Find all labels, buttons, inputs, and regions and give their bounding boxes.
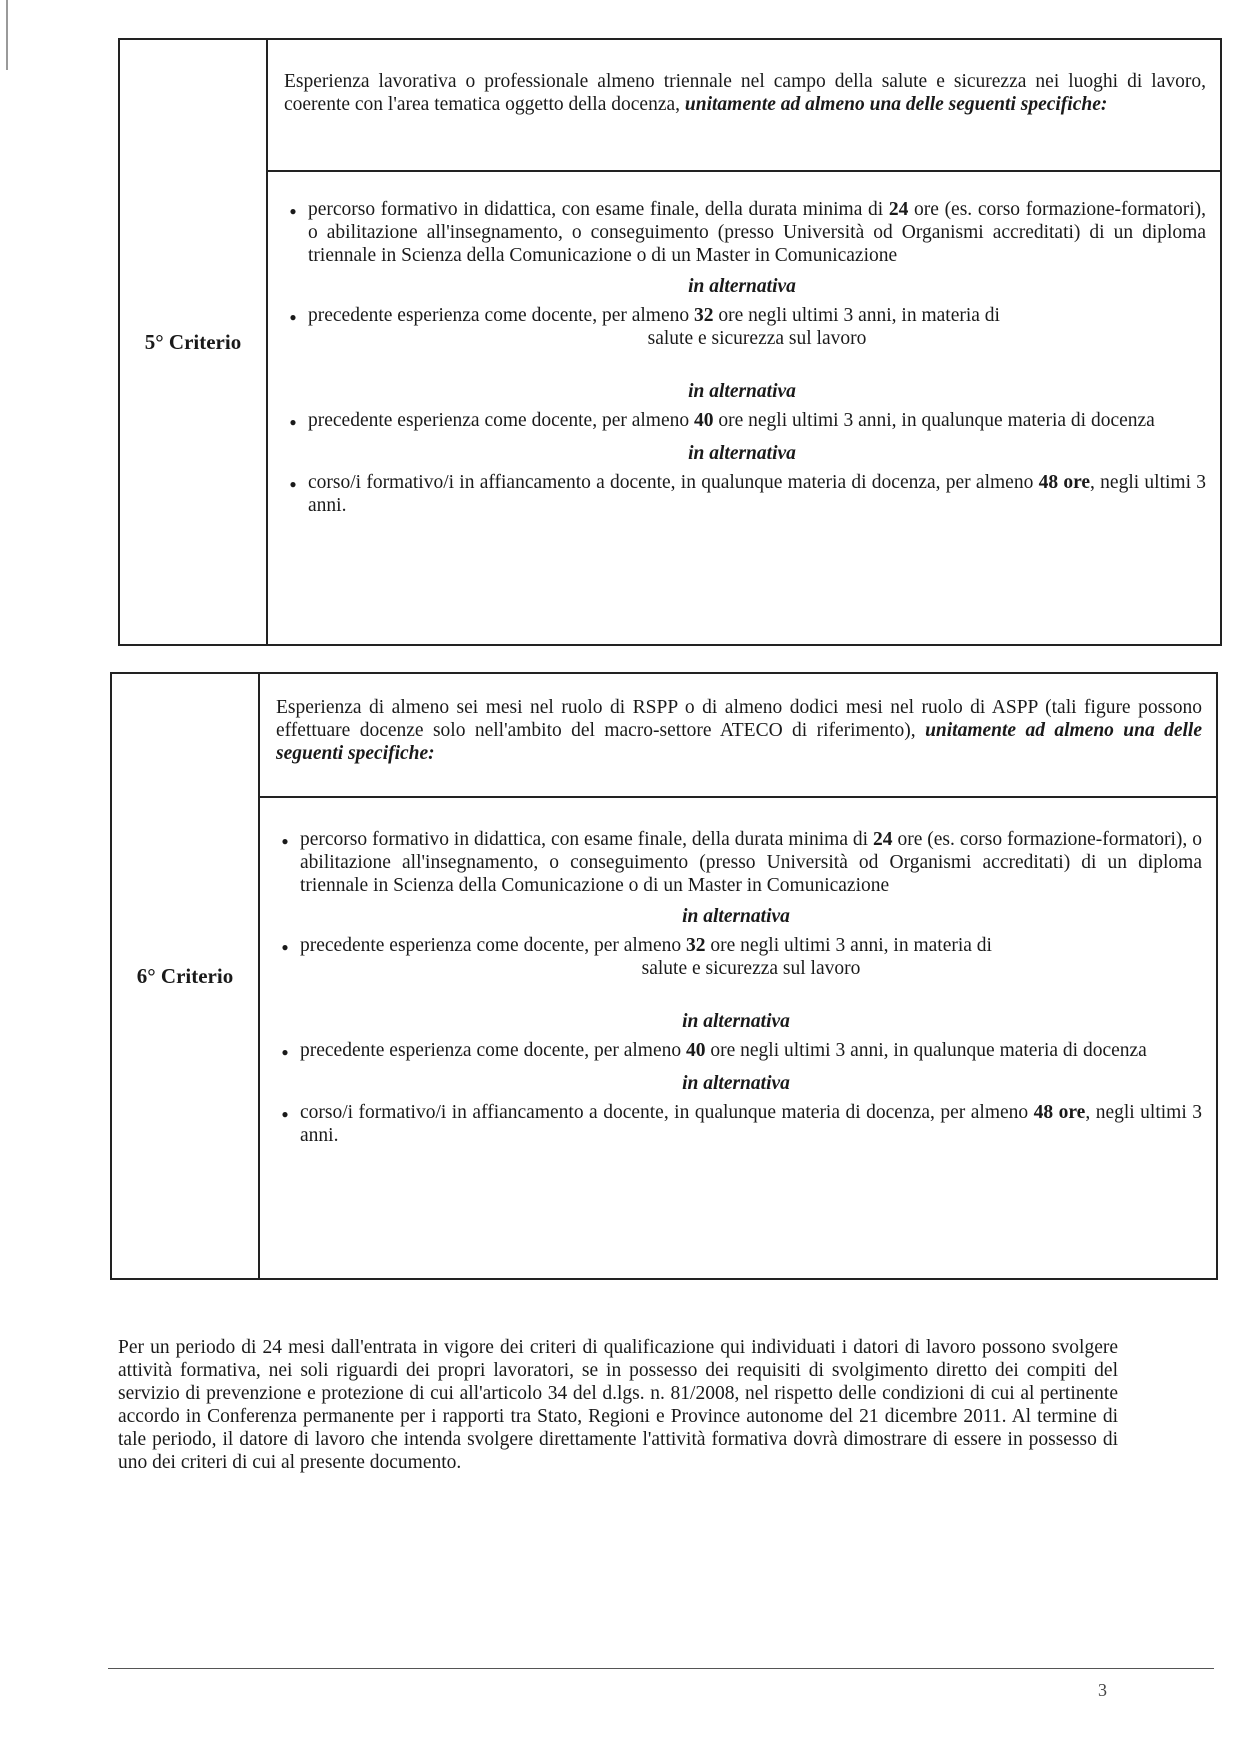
criterion-intro xyxy=(260,674,1216,798)
bullet-icon: ● xyxy=(289,204,297,218)
criterion-5-table xyxy=(118,38,1222,646)
item-text: ore negli ultimi 3 anni, in qualunque materia di docenza xyxy=(710,1040,1147,1061)
alternative-label: in alternativa xyxy=(688,276,796,297)
bullet-icon: ● xyxy=(289,415,297,429)
closing-paragraph: Per un periodo di 24 mesi dall'entrata in vigore dei criteri di qualificazione qui individuati i datori di lavoro possono svolgere attività formativa, nei soli riguardi dei propri lavoratori, se in possesso dei requisiti di svolgimento diretto dei compiti del servizio di prevenzione e protezione di cui all'articolo 34 del d.lgs. n. 81/2008, nel rispetto delle condizioni di cui al pertinente accordo in Conferenza permanente per i rapporti tra Stato, Regioni e Province autonome del 21 dicembre 2011. Al termine di tale periodo, il datore di lavoro che intenda svolgere direttamente l'attività formativa dovrà dimostrare di essere in possesso di uno dei criteri di cui al presente documento. xyxy=(118,1336,1118,1473)
item-hours: 40 xyxy=(694,410,714,431)
bullet-icon: ● xyxy=(281,940,289,954)
scan-edge-mark xyxy=(6,0,8,70)
item-hours: 32 xyxy=(686,935,706,956)
item-text: corso/i formativo/i in affiancamento a docente, in qualunque materia di docenza, per almeno xyxy=(300,1102,1029,1123)
list-item xyxy=(270,934,1202,980)
item-hours: 48 ore xyxy=(1038,472,1091,493)
requirement-list xyxy=(268,172,1220,644)
list-item xyxy=(270,1101,1202,1147)
item-text: corso/i formativo/i in affiancamento a docente, in qualunque materia di docenza, per almeno xyxy=(308,472,1034,493)
criterion-content xyxy=(268,40,1220,644)
criterion-intro xyxy=(268,40,1220,172)
alternative-label: in alternativa xyxy=(682,1073,790,1094)
intro-emphasis: unitamente ad almeno una delle seguenti specifiche: xyxy=(276,720,1203,764)
alternative-label: in alternativa xyxy=(688,381,796,402)
alternative-label: in alternativa xyxy=(682,906,790,927)
criterion-content xyxy=(260,674,1216,1278)
item-text: ore negli ultimi 3 anni, in materia di xyxy=(718,305,1000,326)
requirement-list xyxy=(260,798,1216,1278)
item-hours: 48 ore xyxy=(1033,1102,1086,1123)
list-item xyxy=(278,304,1206,350)
intro-emphasis: unitamente ad almeno una delle seguenti specifiche: xyxy=(684,94,1108,115)
list-item xyxy=(270,1039,1202,1064)
item-text: ore negli ultimi 3 anni, in qualunque materia di docenza xyxy=(718,410,1155,431)
list-item xyxy=(270,828,1202,897)
criterion-label: 6° Criterio xyxy=(112,674,260,1278)
item-text-centered: salute e sicurezza sul lavoro xyxy=(641,958,861,979)
list-item xyxy=(278,471,1206,517)
alternative-label: in alternativa xyxy=(682,1011,790,1032)
item-hours: 40 xyxy=(686,1040,706,1061)
bullet-icon: ● xyxy=(289,310,297,324)
item-text: percorso formativo in didattica, con esame finale, della durata minima di xyxy=(308,199,884,220)
item-hours: 24 xyxy=(888,199,909,220)
page-number: 3 xyxy=(1098,1680,1107,1700)
item-text: precedente esperienza come docente, per almeno xyxy=(308,410,690,431)
item-text: ore negli ultimi 3 anni, in materia di xyxy=(710,935,992,956)
item-text: , negli ultimi 3 anni. xyxy=(300,1102,1202,1146)
intro-text: Esperienza di almeno sei mesi nel ruolo di RSPP o di almeno dodici mesi nel ruolo di ASPP (tali figure possono effettuare docenze solo nell'ambito del macro-settore ATECO di riferimento), xyxy=(276,697,1202,741)
item-text: precedente esperienza come docente, per almeno xyxy=(300,935,682,956)
item-text: precedente esperienza come docente, per almeno xyxy=(308,305,690,326)
bullet-icon: ● xyxy=(281,1107,289,1121)
list-item xyxy=(278,198,1206,267)
item-text: ore (es. corso formazione-formatori), o abilitazione all'insegnamento, o conseguimento (presso Università od Organismi accreditati) di un diploma triennale in Scienza della Comunicazione o di un Master in Comunicazione xyxy=(308,199,1207,266)
bullet-icon: ● xyxy=(281,834,289,848)
footer-divider xyxy=(108,1668,1214,1669)
item-text: ore (es. corso formazione-formatori), o abilitazione all'insegnamento, o conseguimento (presso Università od Organismi accreditati) di un diploma triennale in Scienza della Comunicazione o di un Master in Comunicazione xyxy=(300,829,1202,896)
criterion-label: 5° Criterio xyxy=(120,40,268,644)
bullet-icon: ● xyxy=(281,1045,289,1059)
item-text: precedente esperienza come docente, per almeno xyxy=(300,1040,682,1061)
list-item xyxy=(278,409,1206,434)
item-text: , negli ultimi 3 anni. xyxy=(308,472,1206,516)
item-text-centered: salute e sicurezza sul lavoro xyxy=(647,328,867,349)
item-text: percorso formativo in didattica, con esame finale, della durata minima di xyxy=(300,829,869,850)
criterion-6-table xyxy=(110,672,1218,1280)
intro-text: Esperienza lavorativa o professionale almeno triennale nel campo della salute e sicurezza nei luoghi di lavoro, coerente con l'area tematica oggetto della docenza, xyxy=(284,71,1206,115)
bullet-icon: ● xyxy=(289,477,297,491)
item-hours: 24 xyxy=(873,829,893,850)
item-hours: 32 xyxy=(694,305,714,326)
alternative-label: in alternativa xyxy=(688,443,796,464)
